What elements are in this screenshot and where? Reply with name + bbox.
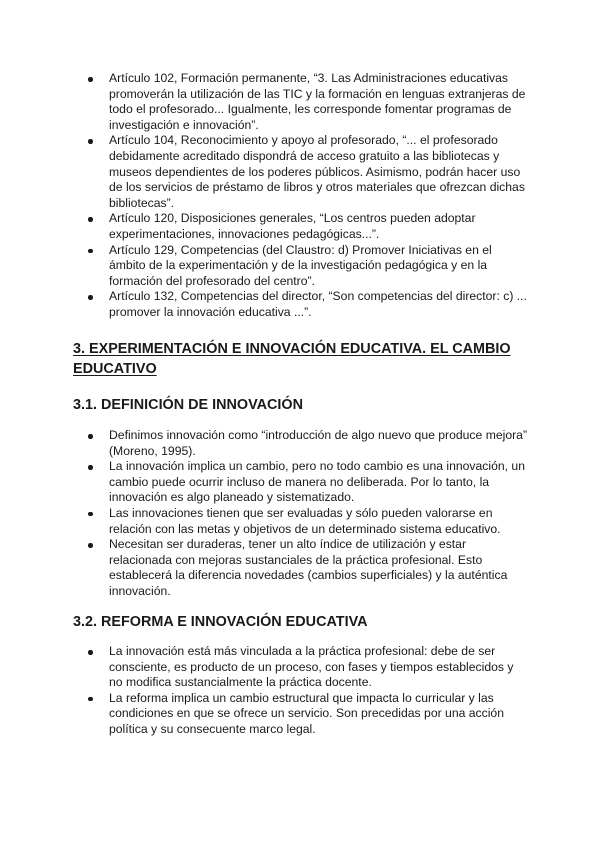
list-item — [88, 71, 528, 133]
list-item — [88, 644, 528, 691]
list-item-text: La innovación está más vinculada a la práctica profesional: debe de ser consciente, es producto de un proceso, con fases y tiempos establecidos y no modifica sustancialmente la práctica docente. — [109, 644, 514, 690]
list-item — [88, 537, 528, 599]
bullet-icon — [88, 434, 93, 439]
list-item-text: Artículo 132, Competencias del director, “Son competencias del director: c) ... promover la innovación educativa ...”. — [109, 289, 527, 319]
list-item — [88, 289, 528, 320]
bullet-icon — [88, 295, 93, 300]
list-item-text: Artículo 102, Formación permanente, “3. Las Administraciones educativas promoverán la utilización de las TIC y la formación en lenguas extranjeras de todo el profesorado... Igualmente, les corresponde fomentar programas de investigación e innovación”. — [109, 71, 526, 132]
list-item — [88, 211, 528, 242]
list-item — [88, 691, 528, 738]
list-item — [88, 428, 528, 459]
section-heading-3: 3. EXPERIMENTACIÓN E INNOVACIÓN EDUCATIVA. EL CAMBIO EDUCATIVO — [73, 341, 511, 377]
list-item — [88, 506, 528, 537]
list-item-text: Artículo 104, Reconocimiento y apoyo al profesorado, “... el profesorado debidamente acreditado dispondrá de acceso gratuito a las bibliotecas y museos dependientes de los poderes públicos. Asimismo, podrán hacer uso de los servicios de préstamo de libros y otros materiales que ofrezcan dichas bibliotecas”. — [109, 133, 525, 210]
bullet-icon — [88, 139, 93, 144]
list-item-text: Artículo 120, Disposiciones generales, “Los centros pueden adoptar experimentaciones, innovaciones pedagógicas...”. — [109, 211, 476, 241]
list-item — [88, 459, 528, 506]
list-item-text: La innovación implica un cambio, pero no todo cambio es una innovación, un cambio puede ocurrir incluso de manera no deliberada. Por lo tanto, la innovación es algo planeado y sistematizado. — [109, 459, 525, 505]
section-heading-3-1: 3.1. DEFINICIÓN DE INNOVACIÓN — [73, 397, 304, 413]
innovation-definition-list — [88, 428, 528, 600]
bullet-icon — [88, 543, 93, 548]
bullet-icon — [88, 77, 93, 82]
bullet-icon — [88, 217, 93, 222]
list-item — [88, 243, 528, 290]
article-list — [88, 71, 528, 321]
list-item-text: Artículo 129, Competencias (del Claustro: d) Promover Iniciativas en el ámbito de la experimentación y de la investigación pedagógica y en la formación del profesorado del centro”. — [109, 242, 492, 288]
section-heading-3-2: 3.2. REFORMA E INNOVACIÓN EDUCATIVA — [73, 614, 368, 630]
list-item — [88, 133, 528, 211]
bullet-icon — [88, 512, 93, 517]
list-item-text: Las innovaciones tienen que ser evaluadas y sólo pueden valorarse en relación con las metas y objetivos de un determinado sistema educativo. — [109, 505, 501, 536]
bullet-icon — [88, 650, 93, 655]
bullet-icon — [88, 249, 93, 254]
bullet-icon — [88, 697, 93, 702]
bullet-icon — [88, 465, 93, 470]
list-item-text: Definimos innovación como “introducción de algo nuevo que produce mejora” (Moreno, 1995). — [109, 428, 527, 458]
list-item-text: La reforma implica un cambio estructural que impacta lo curricular y las condiciones en que se ofrece un servicio. Son precedidas por una acción política y su consecuente marco legal. — [109, 690, 504, 736]
list-item-text: Necesitan ser duraderas, tener un alto índice de utilización y estar relacionada con mejoras sustanciales de la práctica profesional. Esto establecerá la diferencia novedades (cambios superficiales) y la auténtica innovación. — [109, 537, 508, 598]
reform-innovation-list — [88, 644, 528, 738]
